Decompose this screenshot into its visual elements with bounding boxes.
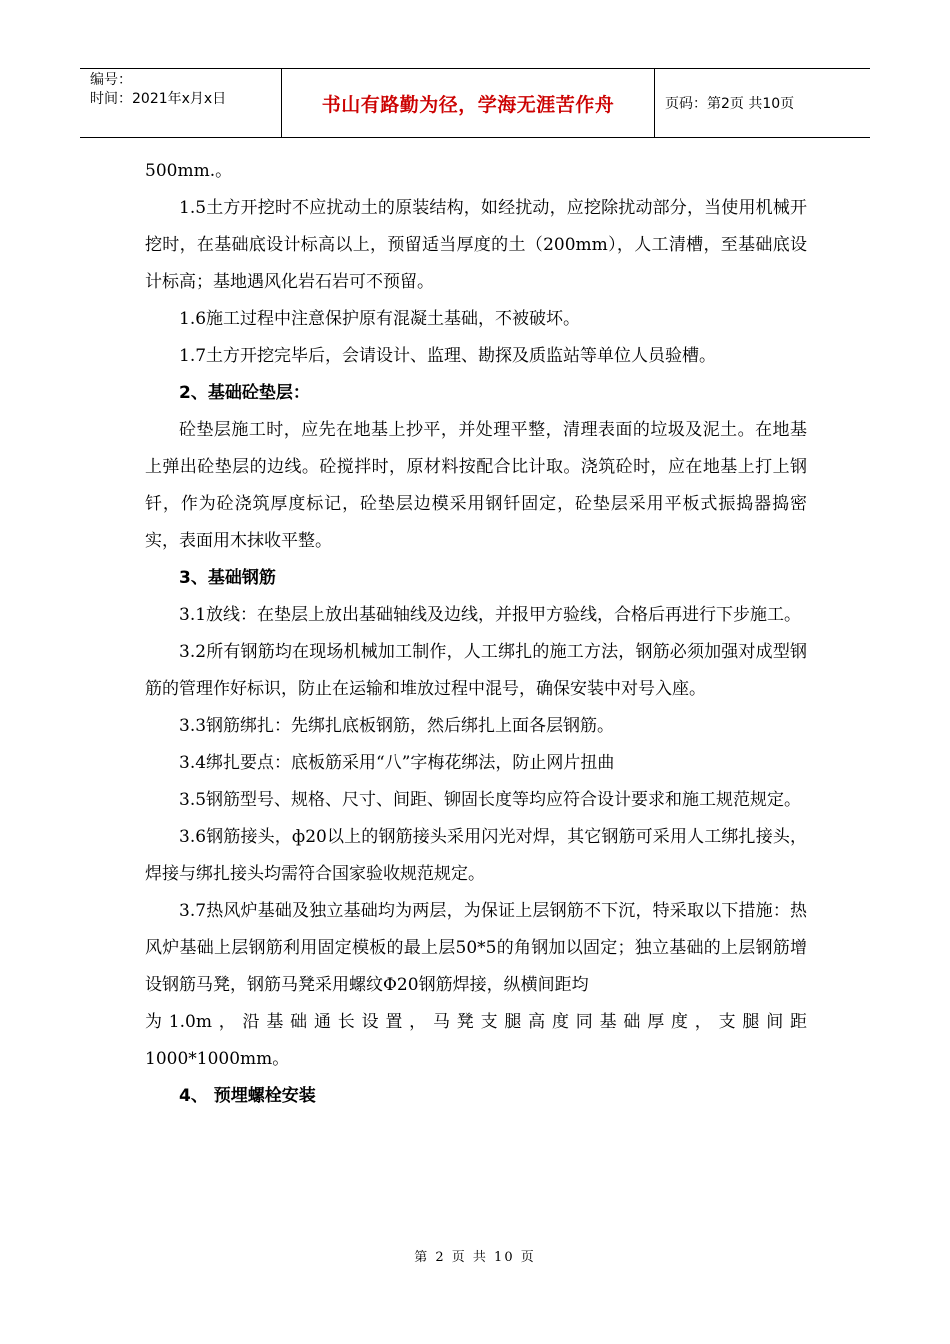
paragraph: 3.4绑扎要点：底板筋采用“八”字梅花绑法，防止网片扭曲: [179, 753, 615, 773]
page-number-label: 页码：第2页 共10页: [665, 96, 795, 112]
paragraph: 500mm.。: [145, 161, 233, 181]
paragraph: 砼垫层施工时，应先在地基上抄平，并处理平整，清理表面的垃圾及泥土。在地基上弹出砼垫层的边线。砼搅拌时，原材料按配合比计取。浇筑砼时，应在地基上打上钢钎，作为砼浇筑厚度标记，砼垫层边模采用钢钎固定，砼垫层采用平板式振捣器捣密实，表面用木抹收平整。: [145, 420, 807, 551]
motto-text: 书山有路勤为径，学海无涯苦作舟: [321, 93, 615, 116]
header-page-cell: [655, 69, 870, 137]
paragraph: 3.3钢筋绑扎：先绑扎底板钢筋，然后绑扎上面各层钢筋。: [179, 716, 615, 736]
paragraph: 3.6钢筋接头，ф20以上的钢筋接头采用闪光对焊，其它钢筋可采用人工绑扎接头，焊接与绑扎接头均需符合国家验收规范规定。: [145, 827, 807, 884]
section-heading: 3、基础钢筋: [179, 568, 276, 588]
section-heading: 2、基础砼垫层：: [179, 383, 310, 403]
page-footer: 第 2 页 共 10 页: [414, 1250, 536, 1265]
header-motto-cell: [282, 69, 655, 137]
paragraph: 3.1放线：在垫层上放出基础轴线及边线，并报甲方验线，合格后再进行下步施工。: [179, 605, 802, 625]
serial-number-label: 编号：: [90, 72, 132, 88]
paragraph: 3.5钢筋型号、规格、尺寸、间距、铆固长度等均应符合设计要求和施工规范规定。: [179, 790, 802, 810]
header-meta-cell: [80, 69, 282, 137]
paragraph: 1.7土方开挖完毕后，会请设计、监理、勘探及质监站等单位人员验槽。: [179, 346, 717, 366]
paragraph: 3.2所有钢筋均在现场机械加工制作，人工绑扎的施工方法，钢筋必须加强对成型钢筋的管理作好标识，防止在运输和堆放过程中混号，确保安装中对号入座。: [145, 642, 807, 699]
paragraph: 1.5土方开挖时不应扰动土的原装结构，如经扰动，应挖除扰动部分，当使用机械开挖时，在基础底设计标高以上，预留适当厚度的土（200mm），人工清槽，至基础底设计标高；基地遇风化岩石岩可不预留。: [145, 198, 807, 292]
date-label: 时间：2021年x月x日: [90, 91, 227, 107]
paragraph-line: 为1.0m，沿基础通长设置，马凳支腿高度同基础厚度，支腿间距: [145, 1012, 807, 1032]
section-heading: 4、 预埋螺栓安装: [179, 1086, 316, 1106]
document-body: [145, 153, 807, 1115]
paragraph: 1.6施工过程中注意保护原有混凝土基础，不被破坏。: [179, 309, 581, 329]
paragraph-line: 1000*1000mm。: [145, 1049, 290, 1069]
paragraph: 3.7热风炉基础及独立基础均为两层，为保证上层钢筋不下沉，特采取以下措施：热风炉基础上层钢筋利用固定模板的最上层50*5的角钢加以固定；独立基础的上层钢筋增设钢筋马凳，钢筋马凳采用螺纹Φ20钢筋焊接，纵横间距均: [145, 901, 807, 995]
document-header: [80, 68, 870, 138]
